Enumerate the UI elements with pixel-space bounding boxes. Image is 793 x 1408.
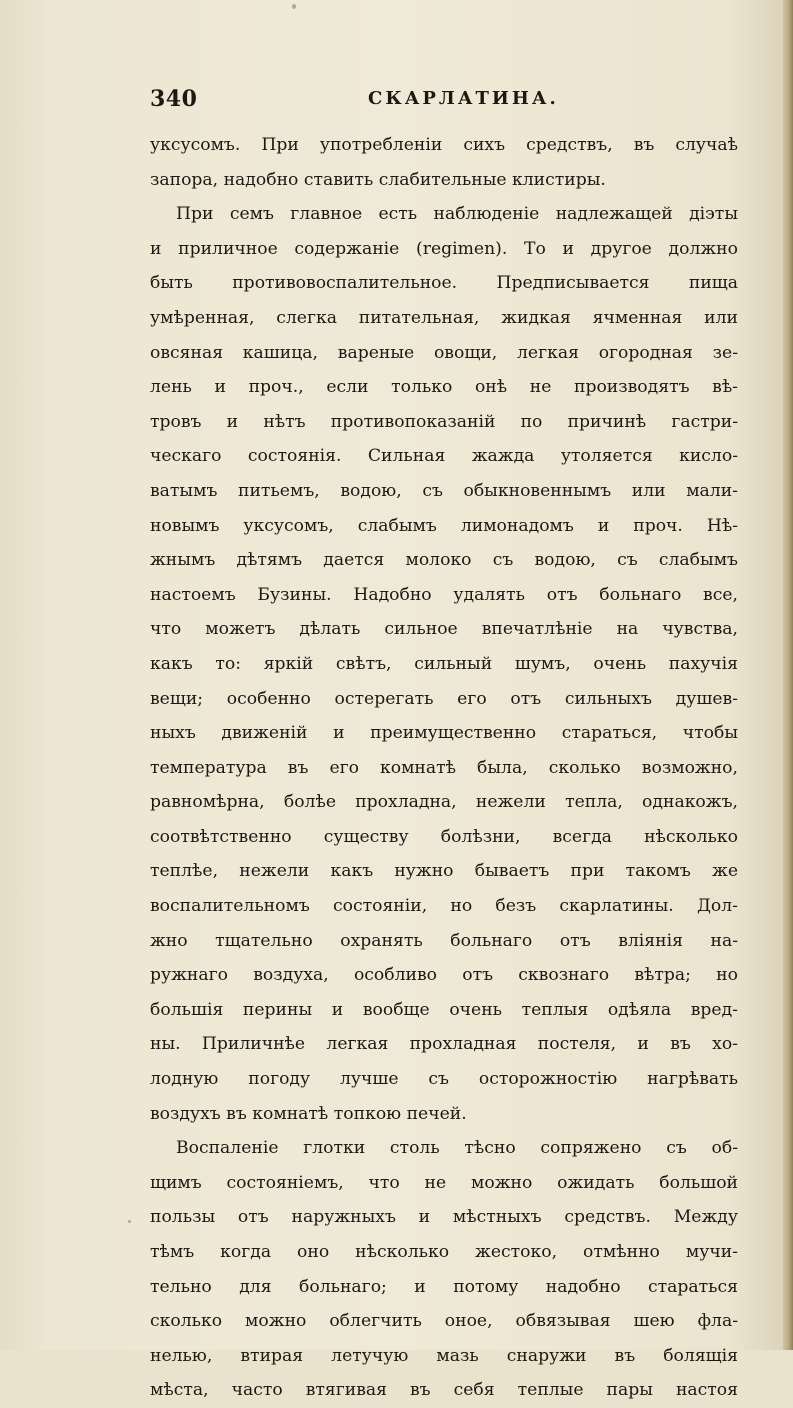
text-line: теплѣе, нежели какъ нужно бываетъ при такомъ же xyxy=(150,861,738,882)
text-line: настоемъ Бузины. Надобно удалять отъ больнаго все, xyxy=(150,584,738,605)
text-line: что можетъ дѣлать сильное впечатлѣніе на чувства, xyxy=(150,619,738,640)
text-line: тѣмъ когда оно нѣсколько жестоко, отмѣнно мучи- xyxy=(150,1242,738,1262)
text-line: уксусомъ. При употребленіи сихъ средствъ, въ случаѣ xyxy=(150,135,738,155)
text-line: овсяная кашица, вареные овощи, легкая огородная зе- xyxy=(150,342,738,363)
text-line: сколько можно облегчить оное, обвязывая шею фла- xyxy=(150,1311,738,1332)
page-header xyxy=(150,86,750,116)
text-line: лень и проч., если только онѣ не производятъ вѣ- xyxy=(150,377,738,398)
paper-speck xyxy=(128,1220,131,1223)
text-line: нелью, втирая летучую мазь снаружи въ болящія xyxy=(150,1345,738,1366)
text-line: жнымъ дѣтямъ дается молоко съ водою, съ слабымъ xyxy=(150,550,738,571)
text-line: ны. Приличнѣе легкая прохладная постеля, и въ хо- xyxy=(150,1034,738,1055)
text-line: ческаго состоянія. Сильная жажда утоляется кисло- xyxy=(150,446,738,467)
text-line: вещи; особенно остерегать его отъ сильныхъ душев- xyxy=(150,688,738,709)
text-line: запора, надобно ставить слабительные клистиры. xyxy=(150,169,606,190)
text-line: тельно для больнаго; и потому надобно стараться xyxy=(150,1276,738,1297)
text-line: воспалительномъ состояніи, но безъ скарлатины. Дол- xyxy=(150,896,738,917)
text-line: жно тщательно охранять больнаго отъ вліянія на- xyxy=(150,930,738,951)
text-line: большія перины и вообще очень теплыя одѣяла вред- xyxy=(150,999,738,1020)
text-line: воздухъ въ комнатѣ топкою печей. xyxy=(150,1103,467,1124)
text-line: умѣренная, слегка питательная, жидкая ячменная или xyxy=(150,307,738,328)
text-line: щимъ состояніемъ, что не можно ожидать большой xyxy=(150,1172,738,1193)
text-line: тровъ и нѣтъ противопоказаній по причинѣ гастри- xyxy=(150,411,738,432)
page-edge-shadow xyxy=(783,0,793,1350)
text-line: соотвѣтственно существу болѣзни, всегда нѣсколько xyxy=(150,826,738,847)
text-line: лодную погоду лучше съ осторожностію нагрѣвать xyxy=(150,1069,738,1090)
text-line: ружнаго воздуха, особливо отъ сквознаго вѣтра; но xyxy=(150,965,738,986)
page-number: 340 xyxy=(150,86,198,112)
paragraph-first-line: При семъ главное есть наблюденіе надлежащей діэты xyxy=(176,204,738,225)
text-line: мѣста, часто втягивая въ себя теплые пары настоя xyxy=(150,1380,738,1401)
text-line: равномѣрна, болѣе прохладна, нежели тепла, однакожъ, xyxy=(150,792,738,813)
body-text xyxy=(150,128,738,1408)
text-line: быть противовоспалительное. Предписывается пища xyxy=(150,273,738,294)
running-title: СКАРЛАТИНА. xyxy=(368,88,559,109)
text-line: температура въ его комнатѣ была, сколько возможно, xyxy=(150,757,738,778)
text-line: новымъ уксусомъ, слабымъ лимонадомъ и проч. Нѣ- xyxy=(150,515,738,536)
text-line: ватымъ питьемъ, водою, съ обыкновеннымъ или мали- xyxy=(150,480,738,501)
text-line: пользы отъ наружныхъ и мѣстныхъ средствъ. Между xyxy=(150,1207,738,1228)
paper-speck xyxy=(292,4,296,9)
text-line: и приличное содержаніе (regimen). То и другое должно xyxy=(150,238,738,259)
text-line: какъ то: яркій свѣтъ, сильный шумъ, очень пахучія xyxy=(150,653,738,674)
text-line: ныхъ движеній и преимущественно стараться, чтобы xyxy=(150,723,738,744)
paragraph-first-line: Воспаленіе глотки столь тѣсно сопряжено съ об- xyxy=(176,1138,738,1159)
